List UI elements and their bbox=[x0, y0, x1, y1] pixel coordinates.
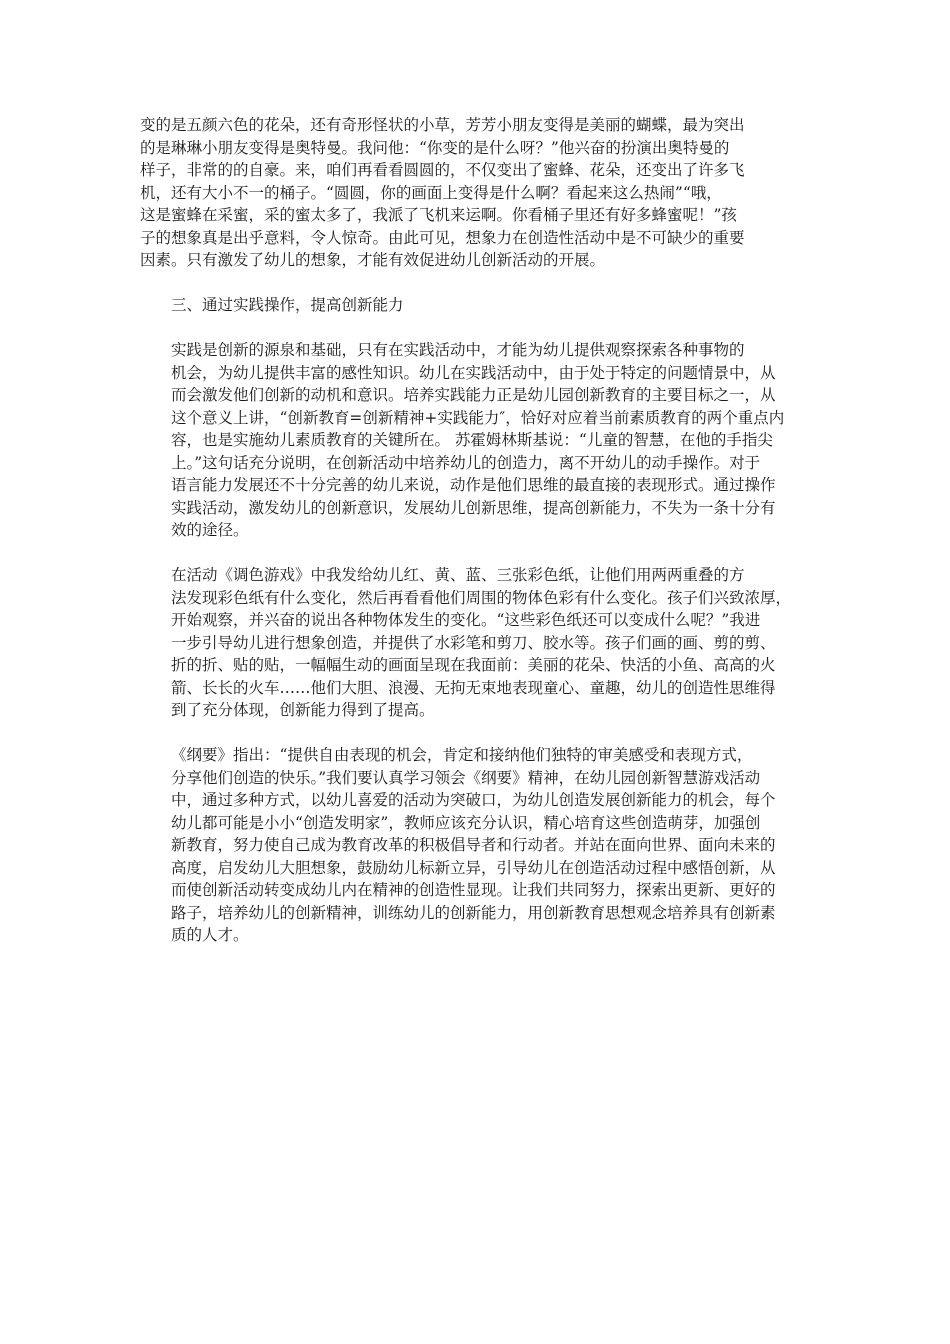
text-line: 在活动《调色游戏》中我发给幼儿红、黄、蓝、三张彩色纸，让他们用两两重叠的方 bbox=[171, 566, 745, 584]
text-line: 子的想象真是出乎意料，令人惊奇。由此可见，想象力在创造性活动中是不可缺少的重要 bbox=[140, 228, 745, 247]
text-line: 路子，培养幼儿的创新精神，训练幼儿的创新能力，用创新教育思想观念培养具有创新素 bbox=[171, 903, 776, 922]
text-line: 箭、长长的火车……他们大胆、浪漫、无拘无束地表现童心、童趣，幼儿的创造性思维得 bbox=[171, 678, 776, 697]
paragraph-1 bbox=[140, 114, 810, 272]
paragraph-4 bbox=[140, 744, 810, 947]
text-line: 变的是五颜六色的花朵，还有奇形怪状的小草，芳芳小朋友变得是美丽的蝴蝶，最为突出 bbox=[140, 116, 745, 134]
text-line: 新教育，努力使自己成为教育改革的积极倡导者和行动者。并站在面向世界、面向未来的 bbox=[171, 836, 776, 854]
text-line: 质的人才。 bbox=[171, 926, 249, 944]
text-line: 效的途径。 bbox=[171, 521, 249, 539]
document-page bbox=[140, 114, 810, 969]
text-line: 实践是创新的源泉和基础，只有在实践活动中，才能为幼儿提供观察探索各种事物的 bbox=[171, 341, 745, 359]
text-line: 法发现彩色纸有什么变化，然后再看看他们周围的物体色彩有什么变化。孩子们兴致浓厚， bbox=[171, 588, 792, 607]
text-line: 到了充分体现，创新能力得到了提高。 bbox=[171, 701, 435, 719]
text-line: 中，通过多种方式，以幼儿喜爱的活动为突破口，为幼儿创造发展创新能力的机会，每个 bbox=[171, 791, 776, 809]
text-line: 这个意义上讲，“创新教育=创新精神+实践能力″，恰好对应着当前素质教育的两个重点内 bbox=[171, 408, 785, 427]
text-line: 这是蜜蜂在采蜜，采的蜜太多了，我派了飞机来运啊。你看桶子里还有好多蜂蜜呢！”孩 bbox=[140, 206, 737, 224]
text-line: 样子，非常的的自豪。来，咱们再看看圆圆的，不仅变出了蜜蜂、花朵，还变出了许多飞 bbox=[140, 161, 745, 179]
text-line: 实践活动，激发幼儿的创新意识，发展幼儿创新思维，提高创新能力，不失为一条十分有 bbox=[171, 498, 776, 517]
text-line: 分享他们创造的快乐。”我们要认真学习领会《纲要》精神，在幼儿园创新智慧游戏活动 bbox=[171, 768, 761, 787]
text-line: 高度，启发幼儿大胆想象，鼓励幼儿标新立异，引导幼儿在创造活动过程中感悟创新，从 bbox=[171, 858, 776, 877]
paragraph-2 bbox=[140, 339, 810, 542]
text-line: 机会，为幼儿提供丰富的感性知识。幼儿在实践活动中，由于处于特定的问题情景中，从 bbox=[171, 363, 776, 382]
text-line: 容，也是实施幼儿素质教育的关键所在。 苏霍姆林斯基说：“儿童的智慧，在他的手指尖 bbox=[171, 431, 773, 449]
text-line: 幼儿都可能是小小“创造发明家”，教师应该充分认识，精心培育这些创造萌芽，加强创 bbox=[171, 813, 761, 832]
text-line: 而会激发他们创新的动机和意识。培养实践能力正是幼儿园创新教育的主要目标之一，从 bbox=[171, 386, 776, 404]
text-line: 折的折、贴的贴，一幅幅生动的画面呈现在我面前：美丽的花朵、快活的小鱼、高高的火 bbox=[171, 656, 776, 674]
text-line: 开始观察，并兴奋的说出各种物体发生的变化。“这些彩色纸还可以变成什么呢？”我进 bbox=[171, 611, 761, 629]
paragraph-3 bbox=[140, 564, 810, 722]
text-line: 一步引导幼儿进行想象创造，并提供了水彩笔和剪刀、胶水等。孩子们画的画、剪的剪、 bbox=[171, 633, 776, 652]
text-line: 而使创新活动转变成幼儿内在精神的创造性显现。让我们共同努力，探索出更新、更好的 bbox=[171, 881, 776, 899]
section-heading-text: 三、通过实践操作，提高创新能力 bbox=[171, 296, 404, 314]
text-line: 《纲要》指出：“提供自由表现的机会，肯定和接纳他们独特的审美感受和表现方式， bbox=[171, 746, 753, 764]
text-line: 机，还有大小不一的桶子。“圆圆，你的画面上变得是什么啊？看起来这么热闹”“哦， bbox=[140, 183, 722, 202]
section-heading bbox=[140, 294, 810, 317]
text-line: 因素。只有激发了幼儿的想象，才能有效促进幼儿创新活动的开展。 bbox=[140, 251, 606, 269]
text-line: 的是琳琳小朋友变得是奥特曼。我问他：“你变的是什么呀？”他兴奋的扮演出奥特曼的 bbox=[140, 138, 730, 157]
text-line: 上。”这句话充分说明，在创新活动中培养幼儿的创造力，离不开幼儿的动手操作。对于 bbox=[171, 453, 761, 472]
text-line: 语言能力发展还不十分完善的幼儿来说，动作是他们思维的最直接的表现形式。通过操作 bbox=[171, 476, 776, 494]
